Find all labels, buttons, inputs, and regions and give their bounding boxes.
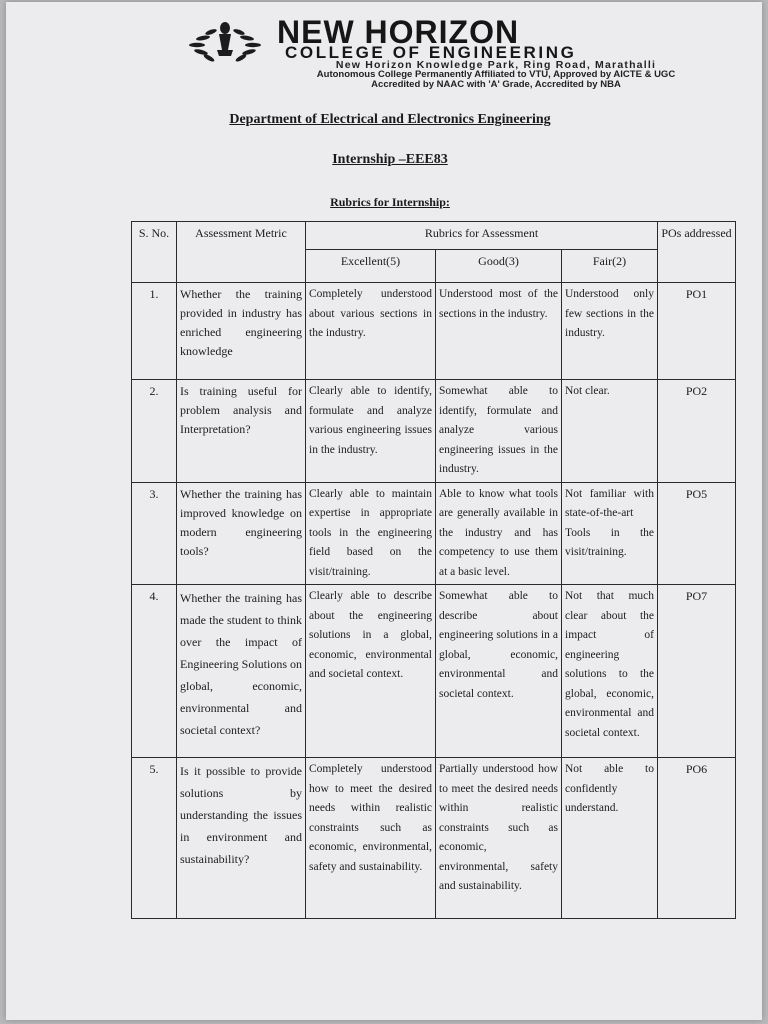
header-sno: S. No. [132, 222, 177, 283]
row-metric: Whether the training provided in industry has enriched engineering knowledge [177, 283, 306, 380]
college-letterhead [181, 16, 711, 106]
row-sno: 3. [132, 482, 177, 585]
row-metric: Whether the training has improved knowledge on modern engineering tools? [177, 482, 306, 585]
header-good: Good(3) [436, 250, 562, 283]
college-address: New Horizon Knowledge Park, Ring Road, Marathalli [335, 59, 657, 71]
row-good: Able to know what tools are generally available in the industry and has competency to use them at a basic level. [436, 482, 562, 585]
row-fair: Not familiar with state-of-the-art Tools in the visit/training. [562, 482, 658, 585]
row-sno: 5. [132, 758, 177, 919]
row-po: PO5 [658, 482, 736, 585]
table-row [132, 283, 736, 380]
row-good: Understood most of the sections in the industry. [436, 283, 562, 380]
row-good: Somewhat able to describe about engineering solutions in a global, economic, environmental and societal context. [436, 585, 562, 758]
row-metric: Is training useful for problem analysis and Interpretation? [177, 380, 306, 483]
header-assessment-metric: Assessment Metric [177, 222, 306, 283]
row-fair: Not clear. [562, 380, 658, 483]
brand-name: NEW HORIZON [277, 14, 520, 50]
header-pos-addressed: POs addressed [658, 222, 736, 283]
row-po: PO6 [658, 758, 736, 919]
row-excellent: Clearly able to maintain expertise in appropriate tools in the engineering field based on the visit/training. [306, 482, 436, 585]
college-affiliation: Autonomous College Permanently Affiliated to VTU, Approved by AICTE & UGC [316, 69, 676, 80]
college-accreditation: Accredited by NAAC with 'A' Grade, Accredited by NBA [371, 79, 621, 90]
row-sno: 1. [132, 283, 177, 380]
rubric-table [131, 221, 736, 919]
row-excellent: Clearly able to identify, formulate and analyze various engineering issues in the industry. [306, 380, 436, 483]
course-title: Internship –EEE83 [332, 152, 448, 167]
table-row [132, 482, 736, 585]
department-title: Department of Electrical and Electronics Engineering [229, 112, 551, 127]
row-excellent: Clearly able to describe about the engineering solutions in a global, economic, environmental and societal context. [306, 585, 436, 758]
row-fair: Not that much clear about the impact of engineering solutions to the global, economic, environmental and societal context. [562, 585, 658, 758]
row-good: Partially understood how to meet the desired needs within realistic constraints such as economic, environmental, safety and sustainability. [436, 758, 562, 919]
row-excellent: Completely understood how to meet the desired needs within realistic constraints such as economic, environmental, safety and sustainability. [306, 758, 436, 919]
row-fair: Not able to confidently understand. [562, 758, 658, 919]
college-emblem-icon [181, 20, 269, 66]
row-excellent: Completely understood about various sections in the industry. [306, 283, 436, 380]
table-row [132, 758, 736, 919]
header-rubrics-for-assessment: Rubrics for Assessment [306, 222, 658, 250]
row-metric: Whether the training has made the student to think over the impact of Engineering Solutions on global, economic, environmental and societal context? [177, 585, 306, 758]
header-fair: Fair(2) [562, 250, 658, 283]
row-sno: 4. [132, 585, 177, 758]
rubrics-title: Rubrics for Internship: [330, 195, 450, 209]
row-good: Somewhat able to identify, formulate and analyze various engineering issues in the industry. [436, 380, 562, 483]
row-po: PO7 [658, 585, 736, 758]
college-name: COLLEGE OF ENGINEERING [285, 43, 577, 62]
row-fair: Understood only few sections in the industry. [562, 283, 658, 380]
row-metric: Is it possible to provide solutions by understanding the issues in environment and sustainability? [177, 758, 306, 919]
row-sno: 2. [132, 380, 177, 483]
row-po: PO2 [658, 380, 736, 483]
table-row [132, 585, 736, 758]
row-po: PO1 [658, 283, 736, 380]
college-address-block [281, 60, 711, 90]
table-row [132, 380, 736, 483]
header-excellent: Excellent(5) [306, 250, 436, 283]
